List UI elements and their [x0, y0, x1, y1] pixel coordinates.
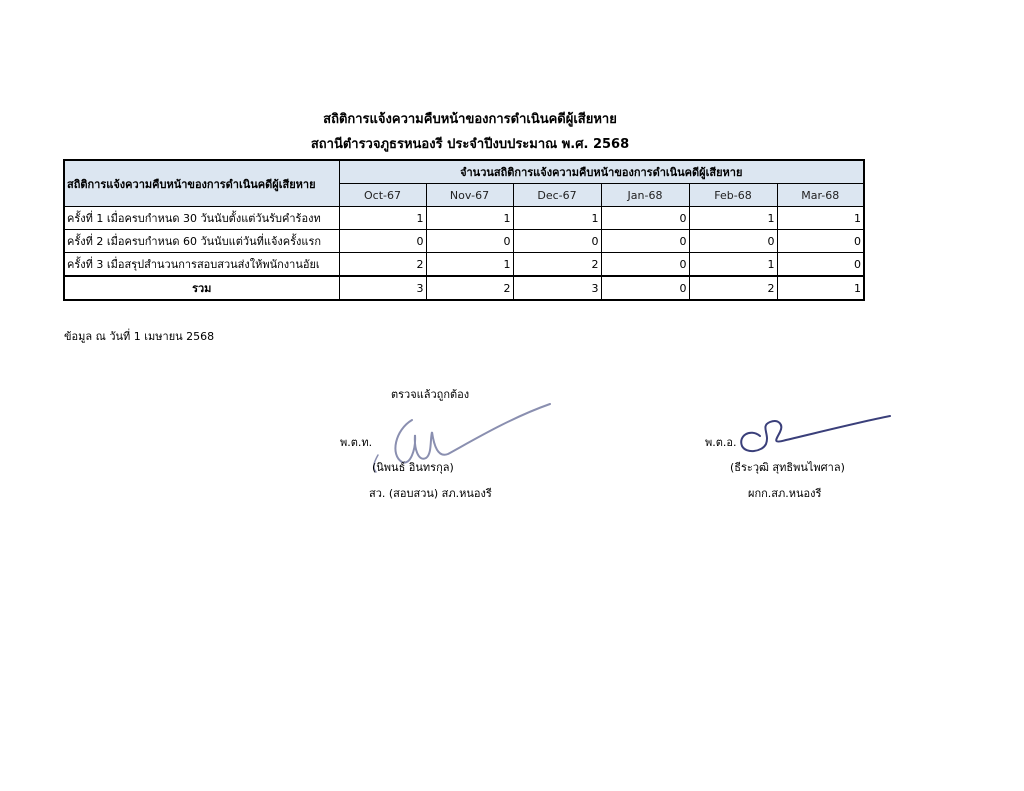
- row-label: ครั้งที่ 2 เมื่อครบกำหนด 60 วันนับแต่วันที่แจ้งครั้งแรก: [64, 230, 339, 253]
- month-header: Nov-67: [426, 184, 513, 207]
- row-header: สถิติการแจ้งความคืบหน้าของการดำเนินคดีผู้เสียหาย: [64, 160, 339, 207]
- total-cell: 3: [339, 276, 426, 300]
- verified-label: ตรวจแล้วถูกต้อง: [391, 388, 470, 401]
- group-header: จำนวนสถิติการแจ้งความคืบหน้าของการดำเนินคดีผู้เสียหาย: [339, 160, 864, 184]
- month-header: Mar-68: [777, 184, 864, 207]
- month-header: Dec-67: [513, 184, 601, 207]
- table-row: [64, 253, 864, 277]
- total-cell: 1: [777, 276, 864, 300]
- row-label: ครั้งที่ 3 เมื่อสรุปสำนวนการสอบสวนส่งให้พนักงานอัยเ: [64, 253, 339, 277]
- table-cell: 1: [689, 253, 777, 277]
- month-header: Jan-68: [601, 184, 689, 207]
- signer2-position: ผกก.สภ.หนองรี: [748, 487, 822, 500]
- table-row: [64, 230, 864, 253]
- total-row: [64, 276, 864, 300]
- statistics-table: [63, 159, 865, 301]
- total-label: รวม: [64, 276, 339, 300]
- table-cell: 0: [601, 230, 689, 253]
- signer1-name: (นิพนธ์ อินทรกุล): [372, 461, 454, 474]
- signer2-rank: พ.ต.อ.: [705, 436, 737, 449]
- table-cell: 0: [339, 230, 426, 253]
- document-title: สถิติการแจ้งความคืบหน้าของการดำเนินคดีผู้เสียหาย: [323, 112, 617, 127]
- table-cell: 2: [339, 253, 426, 277]
- table-cell: 0: [601, 253, 689, 277]
- signer2-name: (ธีระวุฒิ สุทธิพนไพศาล): [730, 461, 845, 474]
- table-cell: 0: [513, 230, 601, 253]
- signature-2-image: [730, 410, 900, 460]
- signer1-position: สว. (สอบสวน) สภ.หนองรี: [369, 487, 492, 500]
- data-as-of-note: ข้อมูล ณ วันที่ 1 เมษายน 2568: [64, 330, 215, 343]
- total-cell: 0: [601, 276, 689, 300]
- table-cell: 0: [601, 207, 689, 230]
- table-cell: 1: [513, 207, 601, 230]
- table-cell: 2: [513, 253, 601, 277]
- table-cell: 1: [777, 207, 864, 230]
- document-subtitle: สถานีตำรวจภูธรหนองรี ประจำปีงบประมาณ พ.ศ. 2568: [310, 137, 630, 152]
- total-cell: 3: [513, 276, 601, 300]
- signer1-rank: พ.ต.ท.: [340, 436, 373, 449]
- month-header: Feb-68: [689, 184, 777, 207]
- month-header: Oct-67: [339, 184, 426, 207]
- total-cell: 2: [689, 276, 777, 300]
- row-label: ครั้งที่ 1 เมื่อครบกำหนด 30 วันนับตั้งแต่วันรับคำร้องท: [64, 207, 339, 230]
- table-cell: 0: [777, 230, 864, 253]
- table-cell: 0: [426, 230, 513, 253]
- table-cell: 1: [426, 253, 513, 277]
- table-cell: 1: [339, 207, 426, 230]
- table-cell: 1: [426, 207, 513, 230]
- total-cell: 2: [426, 276, 513, 300]
- table-row: [64, 207, 864, 230]
- table-cell: 1: [689, 207, 777, 230]
- table-cell: 0: [689, 230, 777, 253]
- table-cell: 0: [777, 253, 864, 277]
